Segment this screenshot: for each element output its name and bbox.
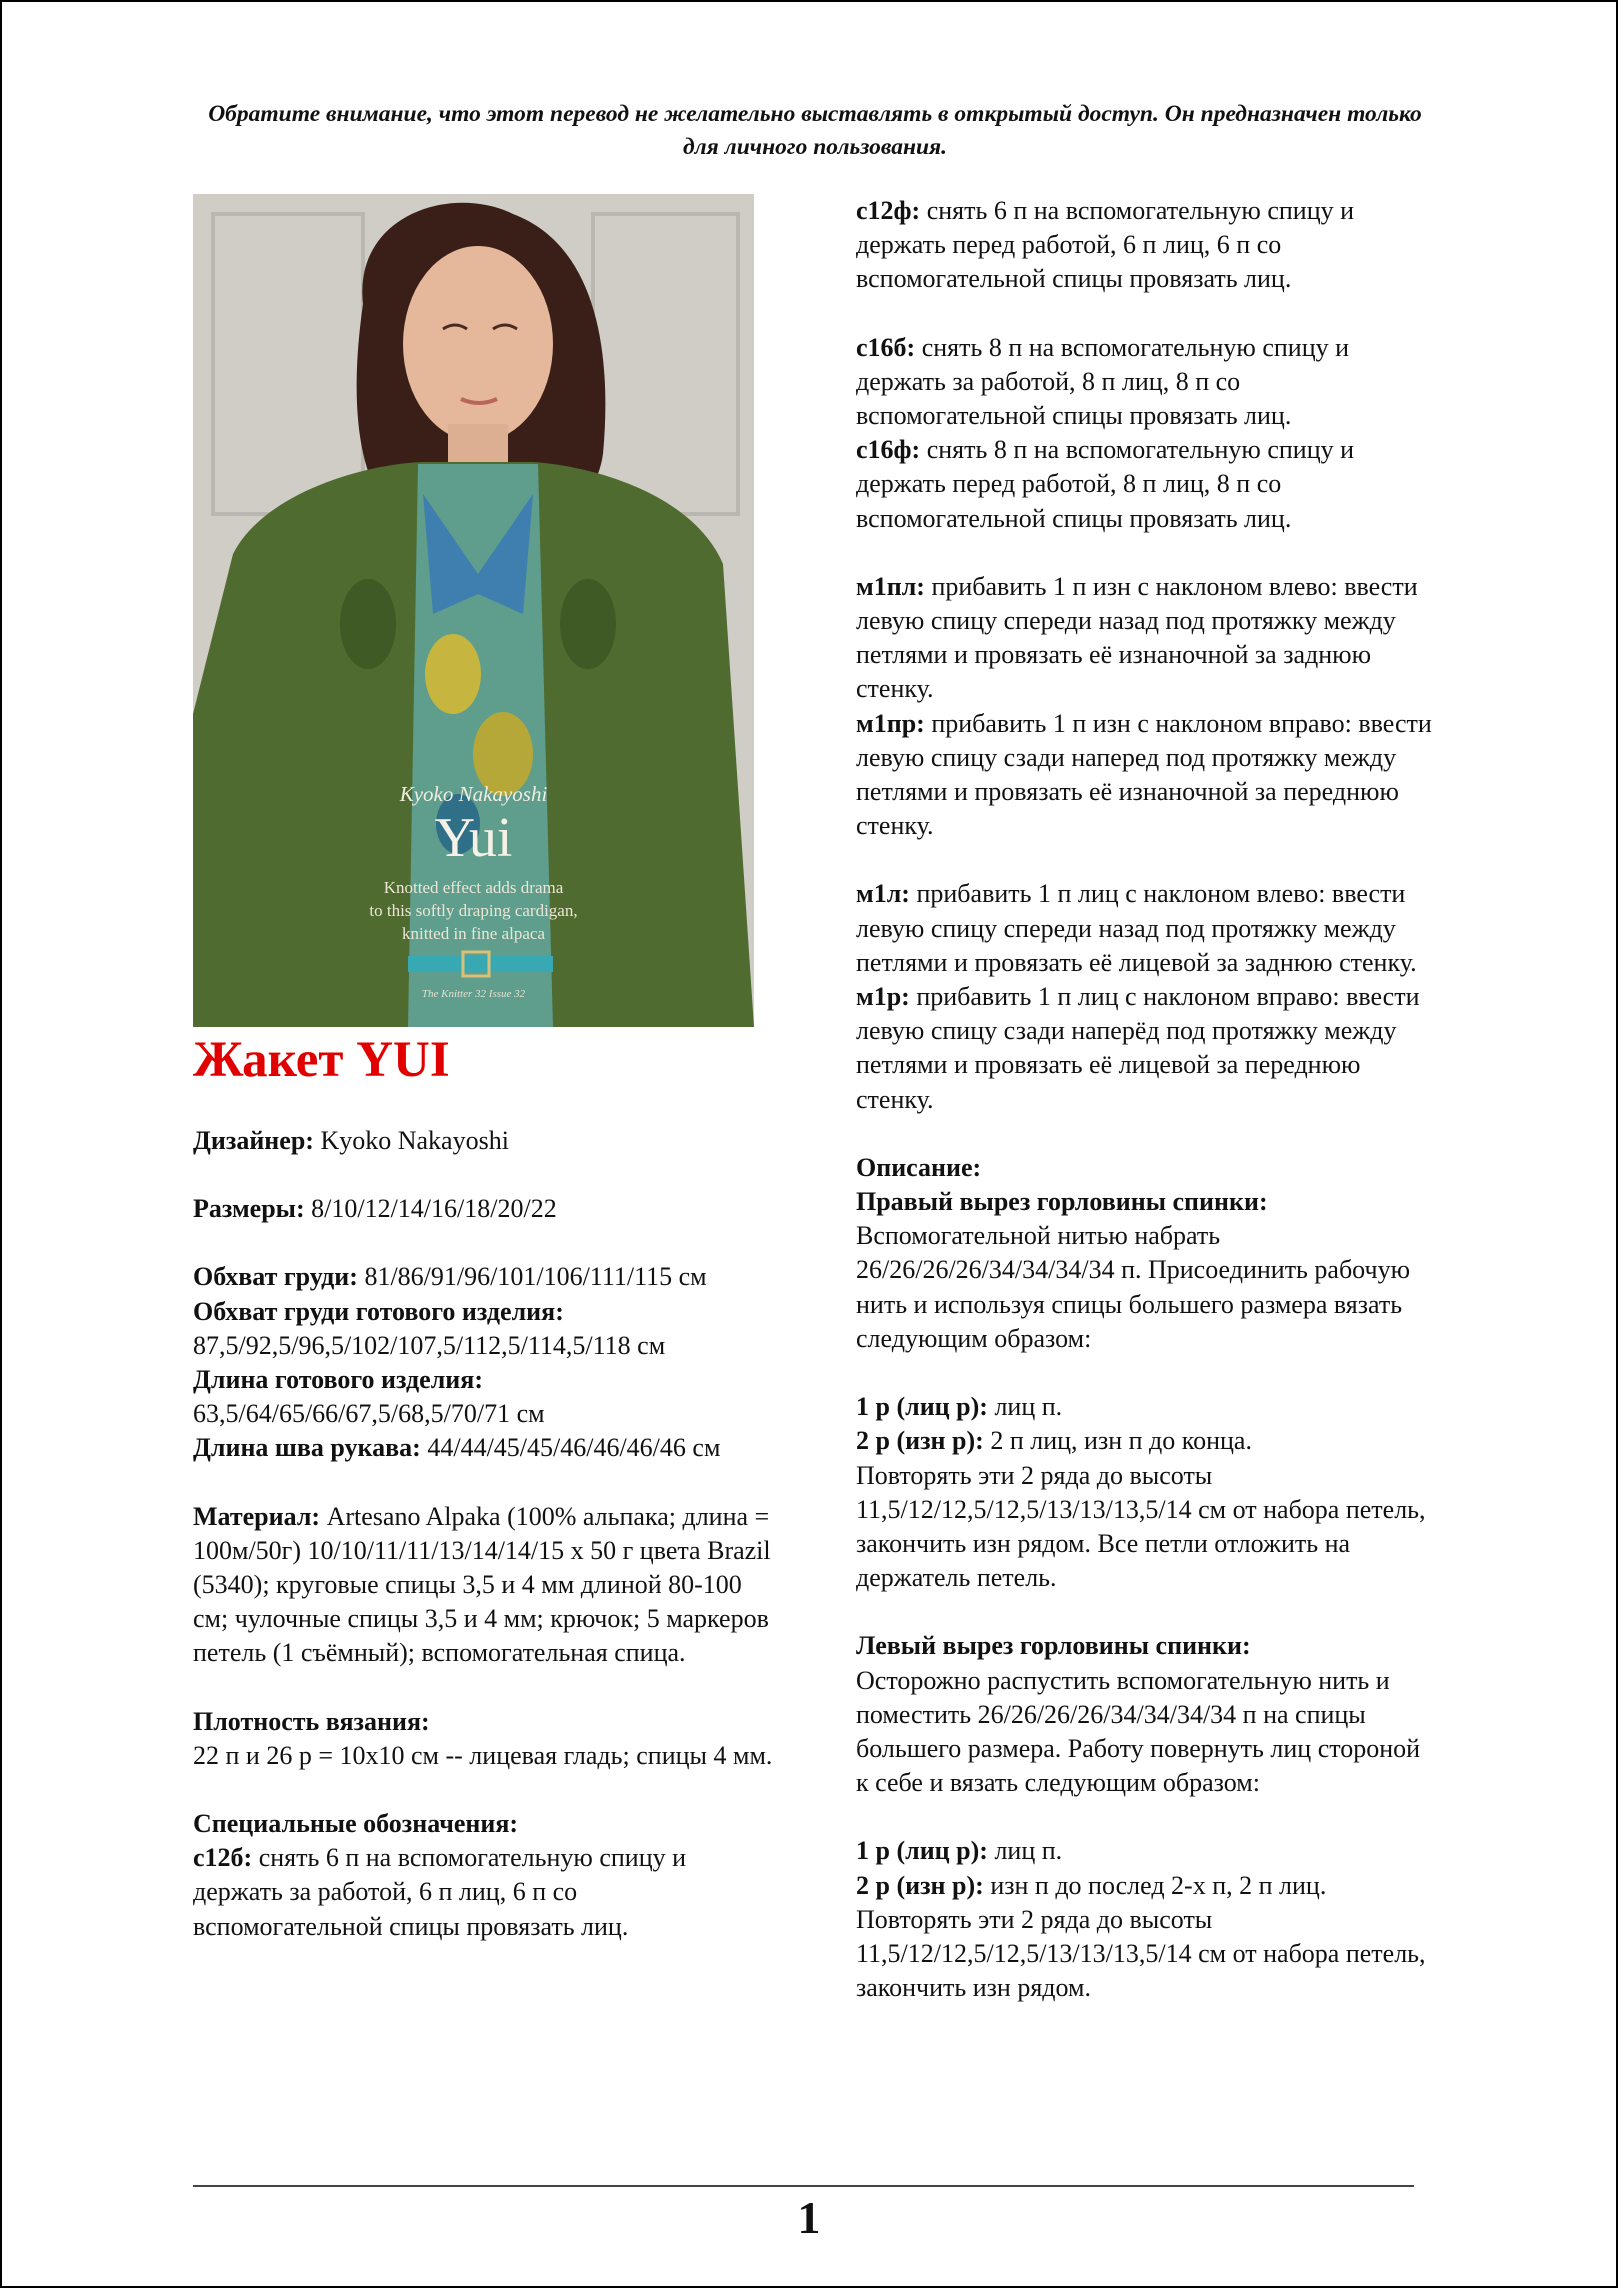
gauge-line (193, 1705, 773, 1773)
ln-row2-line (856, 1869, 1436, 1903)
c12b-label: с12б: (193, 1843, 253, 1873)
face (403, 246, 553, 442)
sizes-label: Размеры: (193, 1194, 305, 1224)
m1r-label: м1р: (856, 982, 910, 1012)
rn-row1-value: лиц п. (987, 1392, 1063, 1422)
rn-repeat-text: Повторять эти 2 ряда до высоты 11,5/12/12,5/12,5/13/13/13,5/14 см от набора петель, закончить изн рядом. Все петли отложить на держатель петель. (856, 1460, 1426, 1593)
ln-row1-value: лиц п. (987, 1836, 1063, 1866)
m1pr-label: м1пр: (856, 708, 925, 738)
c16f-label: с16ф: (856, 435, 921, 465)
belt (408, 956, 553, 972)
m1r-value: прибавить 1 п лиц с наклоном вправо: ввести левую спицу сзади наперёд под протяжку между петлями и провязать её лицевой за переднюю стенку. (856, 982, 1420, 1114)
sizes-value: 8/10/12/14/16/18/20/22 (304, 1194, 557, 1224)
m1pr-line (856, 707, 1436, 844)
m1pl-label: м1пл: (856, 571, 925, 601)
material-line (193, 1500, 773, 1671)
cover-tagline-line: to this softly draping cardigan, (369, 901, 578, 920)
c12f-label: с12ф: (856, 196, 921, 225)
ln-repeat-text: Повторять эти 2 ряда до высоты 11,5/12/12,5/12,5/13/13/13,5/14 см от набора петель, закончить изн рядом. (856, 1904, 1426, 2003)
pattern-title: Жакет YUI (193, 1032, 450, 1088)
finished-chest-label: Обхват груди готового изделия: (193, 1296, 564, 1326)
chest-label: Обхват груди: (193, 1262, 358, 1292)
special-abbrev-heading (193, 1807, 773, 1841)
material-label: Материал: (193, 1501, 321, 1531)
cover-designer-credit: Kyoko Nakayoshi (399, 782, 548, 806)
cover-issue-label: The Knitter 32 Issue 32 (421, 988, 526, 1000)
left-neck-label: Левый вырез горловины спинки: (856, 1631, 1251, 1661)
finished-chest-value: 87,5/92,5/96,5/102/107,5/112,5/114,5/118 см (193, 1330, 666, 1360)
rn-row2-label: 2 р (изн р): (856, 1426, 984, 1456)
left-column (193, 1028, 773, 1978)
cover-tagline (193, 876, 754, 945)
designer-line (193, 1124, 773, 1158)
left-neck-heading (856, 1629, 1436, 1663)
rn-row2-line (856, 1424, 1436, 1458)
m1r-line (856, 980, 1436, 1117)
c16b-value: снять 8 п на вспомогательную спицу и держать за работой, 8 п лиц, 8 п со вспомогательной спицы провязать лиц. (856, 332, 1350, 431)
sizes-line (193, 1192, 773, 1226)
ln-row2-label: 2 р (изн р): (856, 1870, 984, 1900)
right-neck-text: Вспомогательной нитью набрать 26/26/26/26/34/34/34/34 п. Присоединить рабочую нить и используя спицы большего размера вязать следующим образом: (856, 1221, 1411, 1353)
sleeve-line (193, 1431, 773, 1465)
m1pl-value: прибавить 1 п изн с наклоном влево: ввести левую спицу спереди назад под протяжку между петлями и провязать её изнаночной за заднюю стенку. (856, 571, 1418, 704)
gauge-value: 22 п и 26 р = 10х10 см -- лицевая гладь; спицы 4 мм. (193, 1740, 773, 1770)
special-label: Специальные обозначения: (193, 1809, 519, 1839)
cover-photo (193, 194, 754, 1027)
description-heading (856, 1151, 1436, 1185)
right-column (856, 194, 1436, 2039)
rn-row2-value: 2 п лиц, изн п до конца. (983, 1426, 1252, 1456)
m1l-line (856, 877, 1436, 980)
finished-chest-line (193, 1295, 773, 1363)
m1pr-value: прибавить 1 п изн с наклоном вправо: ввести левую спицу сзади наперед под протяжку между петлями и провязать её изнаночной за переднюю стенку. (856, 708, 1432, 841)
footer-divider (193, 2185, 1414, 2187)
chest-value: 81/86/91/96/101/106/111/115 см (357, 1262, 707, 1292)
c12f-value: снять 6 п на вспомогательную спицу и держать перед работой, 6 п лиц, 6 п со вспомогательной спицы провязать лиц. (856, 196, 1355, 294)
length-label: Длина готового изделия: (193, 1365, 483, 1395)
cover-tagline-line: Knotted effect adds drama (383, 878, 564, 897)
c16f-value: снять 8 п на вспомогательную спицу и держать перед работой, 8 п лиц, 8 п со вспомогательной спицы провязать лиц. (856, 435, 1355, 533)
copyright-notice: Обратите внимание, что этот перевод не желательно выставлять в открытый доступ. Он предназначен только для личного пользования. (208, 101, 1422, 160)
length-value: 63,5/64/65/66/67,5/68,5/70/71 см (193, 1399, 545, 1429)
m1l-value: прибавить 1 п лиц с наклоном влево: ввести левую спицу спереди назад под протяжку между петлями и провязать её лицевой за заднюю стенку. (856, 879, 1417, 977)
chest-line (193, 1260, 773, 1294)
rn-row1-line (856, 1390, 1436, 1424)
right-neck-label: Правый вырез горловины спинки: (856, 1187, 1268, 1217)
length-line (193, 1363, 773, 1431)
ln-row2-value: изн п до послед 2-х п, 2 п лиц. (983, 1870, 1327, 1900)
c12f-line (856, 194, 1436, 297)
sleeve-value: 44/44/45/45/46/46/46/46 см (420, 1433, 721, 1463)
m1pl-line (856, 570, 1436, 707)
m1l-label: м1л: (856, 879, 910, 909)
rn-row1-label: 1 р (лиц р): (856, 1392, 988, 1422)
gauge-label: Плотность вязания: (193, 1706, 430, 1736)
ln-row1-line (856, 1834, 1436, 1868)
right-neck-heading (856, 1185, 1436, 1219)
designer-value: Kyoko Nakayoshi (313, 1126, 509, 1155)
sleeve-label: Длина шва рукава: (193, 1433, 421, 1463)
page-number: 1 (797, 2192, 821, 2243)
left-neck-text: Осторожно распустить вспомогательную нить и поместить 26/26/26/26/34/34/34/34 п на спицы большего размера. Работу повернуть лиц стороной к себе и вязать следующим образом: (856, 1665, 1421, 1798)
c16f-line (856, 433, 1436, 536)
description-label: Описание: (856, 1152, 982, 1182)
c12b-value: снять 6 п на вспомогательную спицу и держать за работой, 6 п лиц, 6 п со вспомогательной спицы провязать лиц. (193, 1843, 687, 1941)
cover-title: Yui (434, 807, 513, 869)
c16b-label: с16б: (856, 332, 916, 362)
cover-tagline-line: knitted in fine alpaca (401, 924, 546, 943)
c12b-line (193, 1841, 773, 1944)
designer-label: Дизайнер: (193, 1126, 314, 1155)
c16b-line (856, 331, 1436, 434)
material-value: Artesano Alpaka (100% альпака; длина = 100м/50г) 10/10/11/11/13/14/14/15 х 50 г цвета Brazil (5340); круговые спицы 3,5 и 4 мм длиной 80-100 см; чулочные спицы 3,5 и 4 мм; крючок; 5 маркеров петель (1 съёмный); вспомогательная спица. (193, 1501, 771, 1668)
ln-row1-label: 1 р (лиц р): (856, 1836, 988, 1866)
